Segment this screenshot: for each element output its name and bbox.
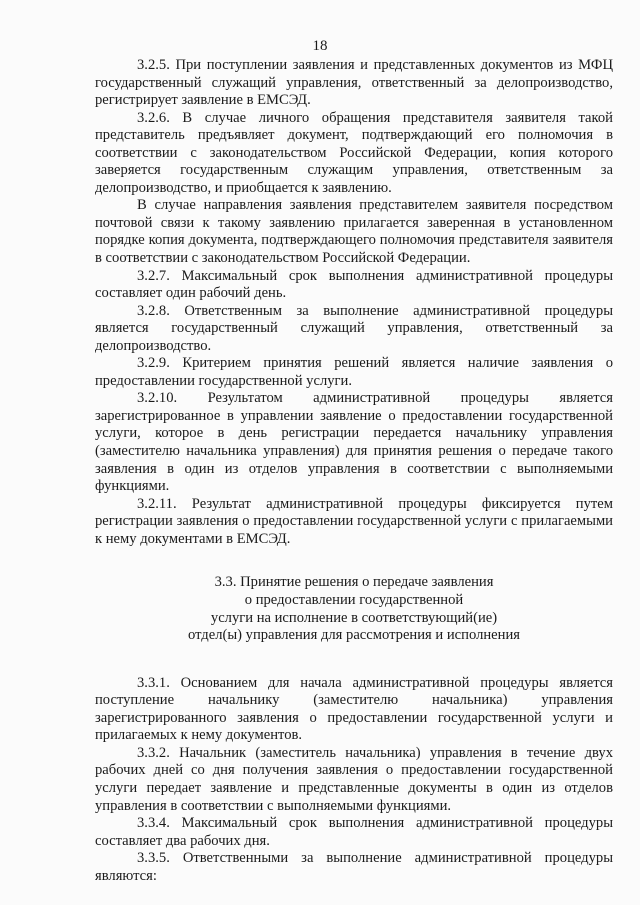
paragraph-3-2-6: 3.2.6. В случае личного обращения представителя заявителя такой представитель предъявляет документ, подтверждающий его полномочия в соответствии с законодательством Российской Федерации, копия которого заверяется государственным служащим управления, ответственным за делопроизводство, и приобщается к заявлению. — [95, 109, 613, 196]
paragraph-3-3-4: 3.3.4. Максимальный срок выполнения административной процедуры составляет два рабочих дня. — [95, 815, 613, 849]
paragraph-3-3-5: 3.3.5. Ответственными за выполнение административной процедуры являются: — [95, 850, 613, 884]
section-heading-3-3 — [95, 574, 613, 644]
page-number: 18 — [312, 38, 328, 54]
document-body — [95, 57, 613, 885]
paragraph-3-2-9: 3.2.9. Критерием принятия решений является наличие заявления о предоставлении государственной услуги. — [95, 355, 613, 389]
heading-line-4: отдел(ы) управления для рассмотрения и исполнения — [188, 627, 520, 644]
paragraph-3-2-7: 3.2.7. Максимальный срок выполнения административной процедуры составляет один рабочий день. — [95, 267, 613, 302]
paragraph-3-2-8: 3.2.8. Ответственным за выполнение административной процедуры является государственный служащий управления, ответственный за делопроизводство. — [95, 302, 613, 354]
paragraph-3-2-11: 3.2.11. Результат административной процедуры фиксируется путем регистрации заявления о предоставлении государственной услуги с прилагаемыми к нему документами в ЕМСЭД. — [95, 495, 613, 547]
paragraph-3-3-1: 3.3.1. Основанием для начала административной процедуры является поступление начальнику (заместителю начальника) управления зарегистрированного заявления о предоставлении государственной услуги и прилагаемых к нему документов. — [95, 674, 613, 744]
heading-line-2: о предоставлении государственной — [244, 591, 464, 608]
paragraph-3-3-2: 3.3.2. Начальник (заместитель начальника) управления в течение двух рабочих дней со дня получения заявления о предоставлении государственной услуги передает заявление и представленные документы в один из отделов управления в соответствии с выполняемыми функциями. — [95, 744, 613, 814]
heading-line-3: услуги на исполнение в соответствующий(ие) — [210, 609, 498, 626]
paragraph-3-2-5: 3.2.5. При поступлении заявления и представленных документов из МФЦ государственный служащий управления, ответственный за делопроизводство, регистрирует заявление в ЕМСЭД. — [95, 57, 613, 109]
paragraph-postal-representative: В случае направления заявления представителем заявителя посредством почтовой связи к такому заявлению прилагается заверенная в установленном порядке копия документа, подтверждающего полномочия представителя заявителя в соответствии с законодательством Российской Федерации. — [95, 197, 613, 267]
paragraph-3-2-10: 3.2.10. Результатом административной процедуры является зарегистрированное в управлении заявление о предоставлении государственной услуги, которое в день регистрации передается начальнику управления (заместителю начальника управления) для принятия решения о передаче такого заявления в один из отделов управления в соответствии с выполняемыми функциями. — [95, 390, 613, 495]
heading-line-1: 3.3. Принятие решения о передаче заявления — [214, 574, 494, 591]
